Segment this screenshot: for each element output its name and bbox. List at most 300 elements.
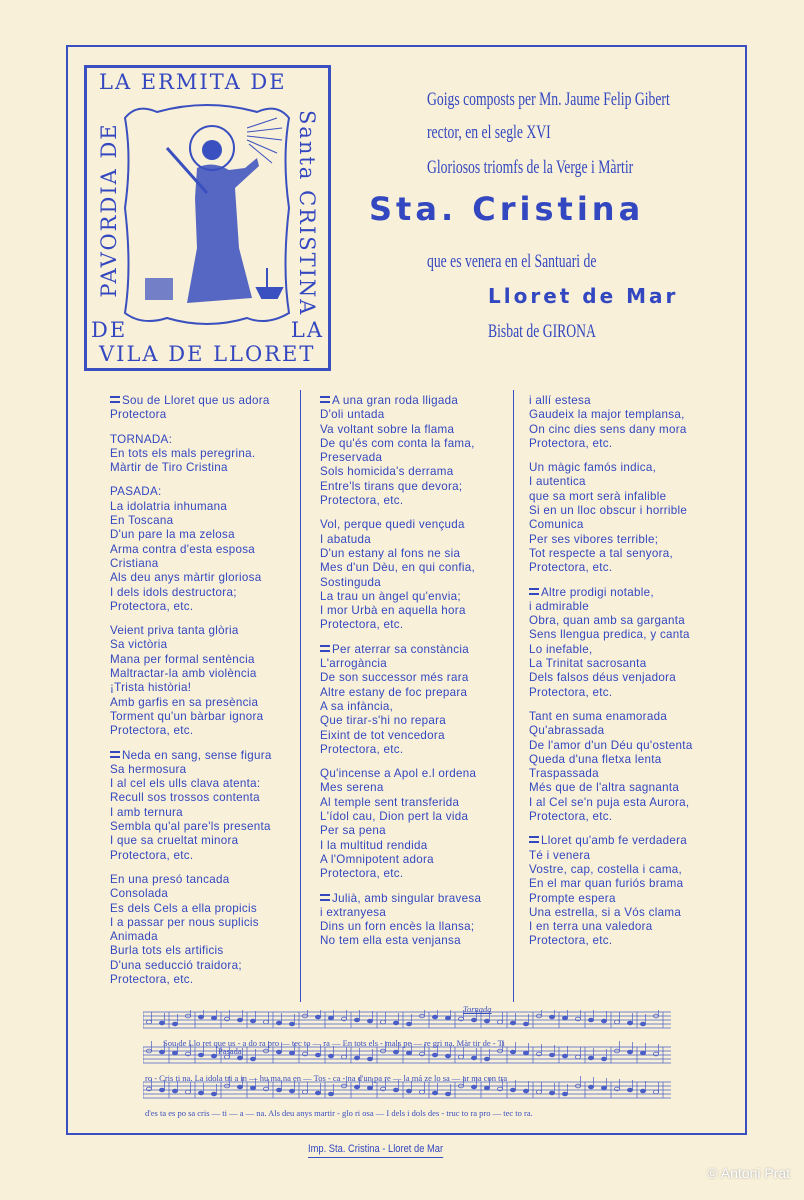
verse-line bbox=[529, 518, 724, 532]
verse-text: I en terra una valedora bbox=[529, 920, 653, 934]
verse-line bbox=[529, 934, 724, 948]
note-head bbox=[276, 1021, 281, 1025]
verse-text: i allí estesa bbox=[529, 394, 591, 407]
verse-text: Protectora, etc. bbox=[529, 436, 613, 450]
note-head bbox=[510, 1050, 515, 1054]
verse-text: L'ídol cau, Dion pert la vida bbox=[320, 810, 469, 824]
verse-line bbox=[110, 973, 305, 987]
verse-text: Preservada bbox=[320, 451, 383, 465]
verse-text: D'un estany al fons ne sia bbox=[320, 546, 461, 560]
verse-text: Sens llengua predica, y canta bbox=[529, 628, 690, 642]
verse-text: Entre'ls tirans que devora; bbox=[320, 479, 463, 493]
verse-line bbox=[320, 618, 515, 632]
verse-text: Als deu anys màrtir gloriosa bbox=[110, 571, 262, 585]
verse-text: L'arrogància bbox=[320, 657, 388, 671]
verse-text: Consolada bbox=[110, 887, 169, 901]
verse-text: I al cel els ulls clava atenta: bbox=[110, 777, 261, 791]
verse-line bbox=[529, 892, 724, 906]
stanza-marker-icon bbox=[529, 836, 539, 843]
verse-line bbox=[110, 528, 305, 542]
note-head bbox=[328, 1016, 333, 1020]
verse-line bbox=[110, 820, 305, 834]
stanza bbox=[110, 485, 305, 614]
note-head bbox=[601, 1019, 606, 1023]
printer-footer: Imp. Sta. Cristina - Lloret de Mar bbox=[308, 1143, 443, 1158]
note-head bbox=[653, 1090, 658, 1094]
verse-text: I que sa crueltat minora bbox=[110, 834, 239, 848]
note-head bbox=[471, 1056, 476, 1060]
note-head bbox=[523, 1089, 528, 1093]
verse-line bbox=[320, 796, 515, 810]
verse-line bbox=[320, 576, 515, 590]
verse-line bbox=[320, 465, 515, 479]
verse-line bbox=[110, 749, 305, 763]
note-head bbox=[250, 1086, 255, 1090]
stanza-marker-icon bbox=[320, 396, 330, 403]
note-head bbox=[445, 1092, 450, 1096]
verse-line bbox=[320, 906, 515, 920]
verse-text: En una presó tancada bbox=[110, 872, 230, 886]
verse-text: En el mar quan furiós brama bbox=[529, 877, 684, 891]
verse-text: Protectora, etc. bbox=[110, 724, 194, 738]
verse-line bbox=[110, 514, 305, 528]
verse-line bbox=[320, 394, 515, 408]
verse-text: Protectora, etc. bbox=[110, 972, 194, 986]
stanza-heading: PASADA: bbox=[110, 485, 162, 499]
verse-line bbox=[110, 959, 305, 973]
verse-line bbox=[110, 394, 305, 408]
verse-line bbox=[110, 710, 305, 724]
note-head bbox=[536, 1090, 541, 1094]
verse-line bbox=[529, 710, 724, 724]
verse-line bbox=[320, 686, 515, 700]
verse-line bbox=[529, 739, 724, 753]
note-head bbox=[367, 1057, 372, 1061]
verse-text: Protectora, etc. bbox=[320, 742, 404, 756]
note-head bbox=[484, 1019, 489, 1023]
note-head bbox=[289, 1089, 294, 1093]
verse-line bbox=[529, 586, 724, 600]
verse-column-1 bbox=[110, 394, 305, 997]
verse-text: Protectora, etc. bbox=[529, 810, 613, 824]
verse-text: Mes d'un Dèu, en qui confia, bbox=[320, 561, 475, 575]
verse-line bbox=[529, 657, 724, 671]
verse-line bbox=[320, 892, 515, 906]
note-head bbox=[198, 1015, 203, 1019]
note-head bbox=[211, 1092, 216, 1096]
header-line-diocese: Bisbat de GIRONA bbox=[488, 321, 596, 342]
verse-line bbox=[110, 408, 305, 422]
verse-text: Protectora bbox=[110, 408, 167, 422]
verse-text: I amb ternura bbox=[110, 805, 183, 819]
verse-line bbox=[110, 849, 305, 863]
verse-text: Mana per formal sentència bbox=[110, 652, 255, 666]
verse-text: Més que de l'altra sagnanta bbox=[529, 781, 680, 795]
verse-line bbox=[529, 753, 724, 767]
page-title: Sta. Cristina bbox=[369, 190, 645, 228]
note-head bbox=[510, 1088, 515, 1092]
note-head bbox=[302, 1090, 307, 1094]
note-head bbox=[627, 1088, 632, 1092]
verse-text: Protectora, etc. bbox=[110, 848, 194, 862]
verse-line bbox=[110, 724, 305, 738]
stanza bbox=[110, 749, 305, 863]
verse-line bbox=[320, 494, 515, 508]
verse-text: Obra, quan amb sa garganta bbox=[529, 614, 686, 628]
verse-text: Protectora, etc. bbox=[320, 618, 404, 632]
verse-text: La Trinitat sacrosanta bbox=[529, 657, 647, 671]
verse-text: Vostre, cap, costella i cama, bbox=[529, 862, 683, 876]
verse-line bbox=[110, 653, 305, 667]
verse-column-3 bbox=[529, 394, 724, 959]
verse-text: I a passar per nous suplicis bbox=[110, 915, 259, 929]
verse-line bbox=[110, 930, 305, 944]
verse-text: Burla tots els artificis bbox=[110, 944, 224, 958]
note-head bbox=[354, 1018, 359, 1022]
note-head bbox=[393, 1088, 398, 1092]
verse-text: En Toscana bbox=[110, 514, 174, 528]
verse-line bbox=[110, 887, 305, 901]
verse-text: De l'amor d'un Déu qu'ostenta bbox=[529, 738, 693, 752]
verse-text: I abatuda bbox=[320, 532, 372, 546]
verse-text: I dels idols destructora; bbox=[110, 585, 237, 599]
stanza bbox=[110, 873, 305, 987]
verse-line bbox=[110, 667, 305, 681]
verse-text: Qu'abrassada bbox=[529, 724, 605, 738]
verse-text: Recull sos trossos contenta bbox=[110, 791, 260, 805]
note-head bbox=[276, 1088, 281, 1092]
verse-line bbox=[529, 394, 724, 408]
verse-line bbox=[110, 571, 305, 585]
note-head bbox=[289, 1022, 294, 1026]
verse-line bbox=[110, 624, 305, 638]
note-head bbox=[549, 1091, 554, 1095]
verse-text: Protectora, etc. bbox=[320, 867, 404, 881]
note-head bbox=[445, 1016, 450, 1020]
place-title: Lloret de Mar bbox=[488, 284, 679, 308]
note-head bbox=[497, 1020, 502, 1024]
verse-text: Veient priva tanta glòria bbox=[110, 624, 239, 638]
verse-line bbox=[529, 628, 724, 642]
verse-line bbox=[320, 657, 515, 671]
verse-text: Protectora, etc. bbox=[529, 934, 613, 948]
note-head bbox=[211, 1054, 216, 1058]
note-head bbox=[640, 1022, 645, 1026]
verse-line bbox=[110, 638, 305, 652]
verse-line bbox=[110, 834, 305, 848]
verse-line bbox=[110, 916, 305, 930]
note-head bbox=[198, 1091, 203, 1095]
note-head bbox=[458, 1055, 463, 1059]
verse-text: I mor Urbà en aquella hora bbox=[320, 604, 466, 618]
verse-text: Mes serena bbox=[320, 781, 384, 795]
note-head bbox=[510, 1021, 515, 1025]
stanza bbox=[529, 461, 724, 575]
verse-text: De son successor més rara bbox=[320, 671, 469, 685]
verse-line bbox=[110, 600, 305, 614]
verse-line bbox=[529, 461, 724, 475]
verse-line bbox=[320, 839, 515, 853]
stanza-marker-icon bbox=[529, 588, 539, 595]
verse-text: Màrtir de Tiro Cristina bbox=[110, 461, 228, 475]
logo-text-left: PAVORDIA DE bbox=[97, 122, 121, 298]
note-head bbox=[406, 1022, 411, 1026]
verse-line bbox=[529, 906, 724, 920]
note-head bbox=[445, 1054, 450, 1058]
verse-text: que sa mort serà infalible bbox=[529, 489, 667, 503]
note-head bbox=[198, 1053, 203, 1057]
stanza bbox=[110, 394, 305, 423]
verse-line bbox=[529, 724, 724, 738]
stanza bbox=[529, 834, 724, 948]
note-head bbox=[588, 1056, 593, 1060]
verse-line bbox=[320, 920, 515, 934]
verse-line bbox=[529, 849, 724, 863]
verse-line bbox=[529, 475, 724, 489]
note-head bbox=[614, 1020, 619, 1024]
verse-text: Sou de Lloret que us adora bbox=[122, 394, 270, 407]
saint-cristina-engraving-icon bbox=[117, 98, 297, 333]
verse-line bbox=[320, 423, 515, 437]
note-head bbox=[250, 1057, 255, 1061]
verse-text: D'un pare la ma zelosa bbox=[110, 528, 235, 542]
verse-line bbox=[320, 729, 515, 743]
verse-text: Per ses vibores terrible; bbox=[529, 532, 659, 546]
logo-text-top: LA ERMITA DE bbox=[99, 70, 287, 94]
verse-line bbox=[320, 743, 515, 757]
note-head bbox=[146, 1020, 151, 1024]
note-head bbox=[640, 1089, 645, 1093]
stanza bbox=[529, 394, 724, 451]
verse-line bbox=[110, 763, 305, 777]
verse-line bbox=[529, 767, 724, 781]
verse-line bbox=[110, 447, 305, 461]
note-head bbox=[328, 1054, 333, 1058]
note-head bbox=[289, 1051, 294, 1055]
stanza bbox=[110, 624, 305, 738]
verse-line bbox=[529, 796, 724, 810]
stanza-heading: TORNADA: bbox=[110, 432, 173, 446]
verse-line bbox=[529, 686, 724, 700]
verse-line bbox=[529, 561, 724, 575]
stanza-marker-icon bbox=[110, 751, 120, 758]
verse-text: Sols homicida's derrama bbox=[320, 465, 454, 479]
note-head bbox=[159, 1021, 164, 1025]
note-head bbox=[172, 1051, 177, 1055]
verse-text: Neda en sang, sense figura bbox=[122, 748, 272, 762]
stanza bbox=[320, 643, 515, 757]
verse-text: Dels falsos déus venjadora bbox=[529, 671, 677, 685]
verse-line bbox=[320, 934, 515, 948]
note-head bbox=[276, 1050, 281, 1054]
verse-line bbox=[320, 547, 515, 561]
verse-line bbox=[110, 461, 305, 475]
verse-text: Altre prodigi notable, bbox=[541, 585, 654, 599]
stanza-marker-icon bbox=[110, 396, 120, 403]
note-head bbox=[432, 1053, 437, 1057]
verse-line bbox=[110, 777, 305, 791]
header-line-triumphs: Gloriosos triomfs de la Verge i Màrtir bbox=[427, 157, 634, 178]
verse-line bbox=[529, 671, 724, 685]
stanza bbox=[110, 433, 305, 476]
music-score bbox=[143, 1004, 673, 1120]
note-head bbox=[380, 1020, 385, 1024]
note-head bbox=[237, 1018, 242, 1022]
verse-text: A sa infància, bbox=[320, 699, 394, 713]
verse-text: Si en un lloc obscur i horrible bbox=[529, 504, 688, 518]
stanza-marker-icon bbox=[320, 645, 330, 652]
stanza bbox=[320, 767, 515, 881]
verse-text: Sa hermosura bbox=[110, 762, 187, 776]
verse-text: Altre estany de foc prepara bbox=[320, 685, 468, 699]
verse-text: Julià, amb singular bravesa bbox=[332, 891, 482, 905]
stanza-marker-icon bbox=[320, 894, 330, 901]
music-lyric-line-2: ro - Cris ti na. La idola tri a in — hu ma na en — Tos - ca - na d'un pa re — la má ze lo sa — ar ma con tra bbox=[145, 1073, 508, 1083]
note-head bbox=[471, 1018, 476, 1022]
note-head bbox=[471, 1085, 476, 1089]
verse-text: Un màgic famós indica, bbox=[529, 461, 657, 475]
stanza bbox=[320, 518, 515, 632]
verse-text: Qu'incense a Apol e.l ordena bbox=[320, 767, 477, 781]
verse-line bbox=[320, 671, 515, 685]
verse-text: Per aterrar sa constància bbox=[332, 642, 470, 656]
note-head bbox=[432, 1091, 437, 1095]
note-head bbox=[562, 1016, 567, 1020]
note-head bbox=[237, 1056, 242, 1060]
verse-text: A una gran roda lligada bbox=[332, 394, 459, 407]
note-head bbox=[185, 1090, 190, 1094]
verse-text: Al temple sent transferida bbox=[320, 795, 460, 809]
note-head bbox=[640, 1051, 645, 1055]
verse-text: Sa victòria bbox=[110, 638, 168, 652]
note-head bbox=[393, 1050, 398, 1054]
header-line-century: rector, en el segle XVI bbox=[427, 122, 551, 143]
verse-text: Té i venera bbox=[529, 848, 591, 862]
verse-line bbox=[320, 437, 515, 451]
verse-line bbox=[320, 590, 515, 604]
verse-text: i extranyesa bbox=[320, 905, 387, 919]
note-head bbox=[315, 1015, 320, 1019]
verse-text: Protectora, etc. bbox=[110, 599, 194, 613]
verse-line bbox=[529, 643, 724, 657]
verse-line bbox=[320, 643, 515, 657]
verse-text: A l'Omnipotent adora bbox=[320, 852, 434, 866]
note-head bbox=[341, 1055, 346, 1059]
verse-line bbox=[529, 920, 724, 934]
music-lyric-line-3: d'es ta es po sa cris — ti — a — na. Als deu anys martir - glo ri osa — I dels i dols des - truc to ra pro — tec to ra. bbox=[145, 1108, 533, 1118]
note-head bbox=[601, 1086, 606, 1090]
verse-text: Protectora, etc. bbox=[529, 685, 613, 699]
verse-text: Amb garfis en sa presència bbox=[110, 695, 259, 709]
verse-line bbox=[529, 423, 724, 437]
verse-line bbox=[320, 518, 515, 532]
note-head bbox=[419, 1090, 424, 1094]
verse-text: Protectora, etc. bbox=[529, 561, 613, 575]
verse-text: Prompte espera bbox=[529, 891, 616, 905]
verse-text: En tots els mals peregrina. bbox=[110, 446, 256, 460]
note-head bbox=[250, 1019, 255, 1023]
stanza bbox=[320, 394, 515, 508]
note-head bbox=[393, 1021, 398, 1025]
verse-line bbox=[320, 781, 515, 795]
verse-text: No tem ella esta venjansa bbox=[320, 934, 461, 948]
music-label-pasada: Pasada bbox=[218, 1046, 242, 1056]
verse-text: De qu'és com conta la fama, bbox=[320, 436, 475, 450]
note-head bbox=[367, 1019, 372, 1023]
verse-text: Tant en suma enamorada bbox=[529, 709, 668, 723]
logo-text-bottom: VILA DE LLORET bbox=[99, 342, 316, 366]
verse-line bbox=[110, 696, 305, 710]
verse-line bbox=[320, 561, 515, 575]
verse-text: La trau un àngel qu'envia; bbox=[320, 589, 461, 603]
note-head bbox=[523, 1022, 528, 1026]
copyright-watermark: © Antoni Prat bbox=[707, 1165, 790, 1181]
stanza bbox=[529, 586, 724, 700]
verse-line bbox=[320, 824, 515, 838]
note-head bbox=[562, 1054, 567, 1058]
note-head bbox=[627, 1021, 632, 1025]
hermitage-seal-logo bbox=[84, 65, 331, 371]
verse-text: Comunica bbox=[529, 518, 584, 532]
verse-line bbox=[320, 408, 515, 422]
verse-text: Lo inefable, bbox=[529, 642, 593, 656]
verse-line bbox=[320, 480, 515, 494]
stanza bbox=[529, 710, 724, 824]
note-head bbox=[263, 1020, 268, 1024]
verse-line bbox=[110, 944, 305, 958]
verse-text: Es dels Cels a ella propicis bbox=[110, 901, 257, 915]
verse-text: Sembla qu'al pare'ls presenta bbox=[110, 820, 271, 834]
verse-line bbox=[529, 600, 724, 614]
note-head bbox=[432, 1015, 437, 1019]
verse-line bbox=[529, 781, 724, 795]
verse-text: D'oli untada bbox=[320, 408, 385, 422]
verse-line bbox=[529, 614, 724, 628]
verse-line bbox=[320, 604, 515, 618]
verse-line bbox=[320, 767, 515, 781]
verse-line bbox=[529, 533, 724, 547]
note-head bbox=[159, 1050, 164, 1054]
note-head bbox=[354, 1056, 359, 1060]
stanza bbox=[320, 892, 515, 949]
verse-text: Lloret qu'amb fe verdadera bbox=[541, 834, 688, 848]
verse-text: Eixint de tot vencedora bbox=[320, 728, 445, 742]
note-head bbox=[484, 1086, 489, 1090]
verse-line bbox=[529, 810, 724, 824]
verse-line bbox=[110, 873, 305, 887]
verse-text: Animada bbox=[110, 930, 158, 944]
logo-text-bottom-left: DE bbox=[91, 318, 128, 342]
verse-text: Tot respecte a tal senyora, bbox=[529, 546, 674, 560]
verse-text: Queda d'una fletxa lenta bbox=[529, 752, 662, 766]
verse-line bbox=[110, 806, 305, 820]
verse-line bbox=[529, 863, 724, 877]
verse-text: Una estrella, si a Vós clama bbox=[529, 905, 682, 919]
verse-line bbox=[320, 700, 515, 714]
music-lyric-line-1: Sou de Llo ret que us - a do ra pro — tec to — ra — En tots els - mals pe — re gri na. Màr tir de - Ti bbox=[163, 1038, 505, 1048]
verse-line bbox=[110, 902, 305, 916]
verse-text: Va voltant sobre la flama bbox=[320, 422, 455, 436]
header-line-sanctuary: que es venera en el Santuari de bbox=[427, 251, 597, 272]
verse-line bbox=[320, 533, 515, 547]
verse-text: Sostinguda bbox=[320, 575, 382, 589]
verse-line bbox=[529, 547, 724, 561]
verse-text: I la multitud rendida bbox=[320, 838, 428, 852]
note-head bbox=[328, 1092, 333, 1096]
note-head bbox=[523, 1051, 528, 1055]
verse-text: Traspassada bbox=[529, 767, 599, 781]
note-head bbox=[159, 1088, 164, 1092]
